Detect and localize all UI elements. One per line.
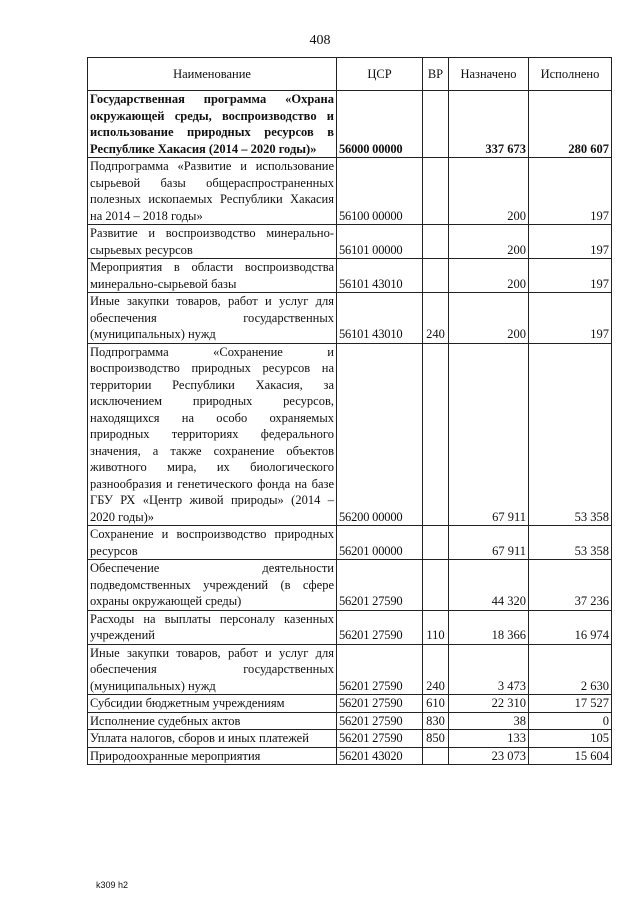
table-row bbox=[88, 695, 612, 713]
row-assigned: 200 bbox=[449, 158, 529, 225]
row-csr: 56201 27590 bbox=[337, 730, 423, 748]
row-executed: 197 bbox=[529, 293, 612, 344]
row-name: Исполнение судебных актов bbox=[88, 712, 337, 730]
row-name: Подпрограмма «Сохранение и воспроизводство природных ресурсов на территории Республики Хакасия, за исключением природных ресурсов, находящихся на особо охраняемых природных территориях федерального значения, а также сохранение объектов животного мира, их биологического разнообразия и генетического фонда на базе ГБУ РХ «Центр живой природы» (2014 – 2020 годы)» bbox=[88, 343, 337, 526]
row-assigned: 67 911 bbox=[449, 343, 529, 526]
row-name: Развитие и воспроизводство минерально-сырьевых ресурсов bbox=[88, 225, 337, 259]
row-assigned: 18 366 bbox=[449, 610, 529, 644]
row-csr: 56000 00000 bbox=[337, 91, 423, 158]
row-name: Сохранение и воспроизводство природных ресурсов bbox=[88, 526, 337, 560]
row-csr: 56101 43010 bbox=[337, 259, 423, 293]
row-vr: 240 bbox=[423, 644, 449, 695]
row-vr: 110 bbox=[423, 610, 449, 644]
row-csr: 56201 00000 bbox=[337, 526, 423, 560]
row-executed: 197 bbox=[529, 158, 612, 225]
row-executed: 197 bbox=[529, 225, 612, 259]
row-name: Подпрограмма «Развитие и использование сырьевой базы общераспространенных полезных ископаемых Республики Хакасия на 2014 – 2018 годы» bbox=[88, 158, 337, 225]
row-vr: 240 bbox=[423, 293, 449, 344]
table-row bbox=[88, 730, 612, 748]
row-executed: 53 358 bbox=[529, 343, 612, 526]
row-executed: 0 bbox=[529, 712, 612, 730]
row-name: Иные закупки товаров, работ и услуг для обеспечения государственных (муниципальных) нужд bbox=[88, 293, 337, 344]
table-row bbox=[88, 91, 612, 158]
row-name: Государственная программа «Охрана окружающей среды, воспроизводство и использование природных ресурсов в Республике Хакасия (2014 – 2020 годы)» bbox=[88, 91, 337, 158]
row-vr: 830 bbox=[423, 712, 449, 730]
row-csr: 56201 27590 bbox=[337, 644, 423, 695]
row-name: Мероприятия в области воспроизводства минерально-сырьевой базы bbox=[88, 259, 337, 293]
row-csr: 56200 00000 bbox=[337, 343, 423, 526]
row-csr: 56201 27590 bbox=[337, 610, 423, 644]
row-name: Расходы на выплаты персоналу казенных учреждений bbox=[88, 610, 337, 644]
row-executed: 105 bbox=[529, 730, 612, 748]
row-executed: 17 527 bbox=[529, 695, 612, 713]
row-executed: 16 974 bbox=[529, 610, 612, 644]
row-csr: 56101 43010 bbox=[337, 293, 423, 344]
row-vr bbox=[423, 259, 449, 293]
row-executed: 37 236 bbox=[529, 560, 612, 611]
header-vr: ВР bbox=[423, 58, 449, 91]
row-executed: 197 bbox=[529, 259, 612, 293]
table-row bbox=[88, 343, 612, 526]
row-vr bbox=[423, 560, 449, 611]
row-csr: 56201 43020 bbox=[337, 747, 423, 765]
row-csr: 56201 27590 bbox=[337, 695, 423, 713]
row-vr bbox=[423, 225, 449, 259]
row-assigned: 23 073 bbox=[449, 747, 529, 765]
table-row bbox=[88, 526, 612, 560]
header-name: Наименование bbox=[88, 58, 337, 91]
row-vr: 610 bbox=[423, 695, 449, 713]
row-vr bbox=[423, 526, 449, 560]
row-csr: 56201 27590 bbox=[337, 560, 423, 611]
row-assigned: 3 473 bbox=[449, 644, 529, 695]
row-assigned: 337 673 bbox=[449, 91, 529, 158]
header-executed: Исполнено bbox=[529, 58, 612, 91]
row-name: Иные закупки товаров, работ и услуг для обеспечения государственных (муниципальных) нужд bbox=[88, 644, 337, 695]
row-executed: 53 358 bbox=[529, 526, 612, 560]
row-assigned: 133 bbox=[449, 730, 529, 748]
row-vr bbox=[423, 747, 449, 765]
row-assigned: 22 310 bbox=[449, 695, 529, 713]
table-row bbox=[88, 293, 612, 344]
table-header-row bbox=[88, 58, 612, 91]
row-assigned: 200 bbox=[449, 259, 529, 293]
page-number: 408 bbox=[309, 33, 331, 48]
row-executed: 2 630 bbox=[529, 644, 612, 695]
row-csr: 56100 00000 bbox=[337, 158, 423, 225]
row-vr bbox=[423, 91, 449, 158]
row-name: Уплата налогов, сборов и иных платежей bbox=[88, 730, 337, 748]
row-executed: 280 607 bbox=[529, 91, 612, 158]
table-row bbox=[88, 610, 612, 644]
header-csr: ЦСР bbox=[337, 58, 423, 91]
table-row bbox=[88, 747, 612, 765]
row-name: Обеспечение деятельности подведомственных учреждений (в сфере охраны окружающей среды) bbox=[88, 560, 337, 611]
table-row bbox=[88, 644, 612, 695]
row-assigned: 200 bbox=[449, 293, 529, 344]
row-vr bbox=[423, 343, 449, 526]
table-row bbox=[88, 560, 612, 611]
footer-code: k309 h2 bbox=[96, 880, 129, 890]
header-assigned: Назначено bbox=[449, 58, 529, 91]
table-row bbox=[88, 225, 612, 259]
row-csr: 56201 27590 bbox=[337, 712, 423, 730]
row-executed: 15 604 bbox=[529, 747, 612, 765]
table-row bbox=[88, 158, 612, 225]
row-name: Субсидии бюджетным учреждениям bbox=[88, 695, 337, 713]
table-row bbox=[88, 712, 612, 730]
row-csr: 56101 00000 bbox=[337, 225, 423, 259]
row-vr: 850 bbox=[423, 730, 449, 748]
budget-table bbox=[87, 57, 612, 765]
row-vr bbox=[423, 158, 449, 225]
row-assigned: 67 911 bbox=[449, 526, 529, 560]
table-row bbox=[88, 259, 612, 293]
row-name: Природоохранные мероприятия bbox=[88, 747, 337, 765]
row-assigned: 44 320 bbox=[449, 560, 529, 611]
row-assigned: 200 bbox=[449, 225, 529, 259]
row-assigned: 38 bbox=[449, 712, 529, 730]
